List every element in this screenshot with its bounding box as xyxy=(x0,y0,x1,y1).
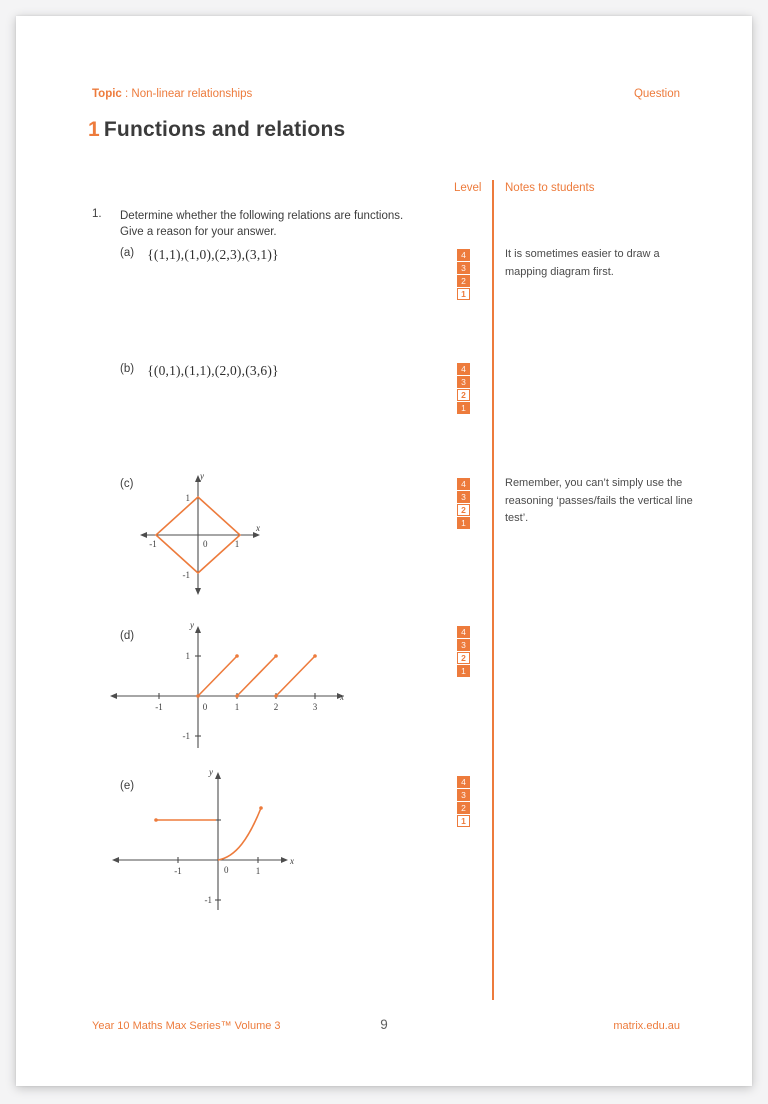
footer-website: matrix.edu.au xyxy=(613,1020,680,1032)
level-badge-1: 1 xyxy=(457,665,470,677)
level-badge-4: 4 xyxy=(457,363,470,375)
level-badge-4: 4 xyxy=(457,626,470,638)
level-badge-3: 3 xyxy=(457,639,470,651)
graph-d-sawtooth xyxy=(108,616,348,761)
level-badge-4: 4 xyxy=(457,249,470,261)
graph-e-ray-curve xyxy=(110,766,310,918)
x-tick-neg1: -1 xyxy=(149,539,157,549)
y-axis-label: y xyxy=(190,620,194,630)
x-tick-neg1: -1 xyxy=(155,702,163,712)
part-b-row xyxy=(120,363,279,379)
column-header-level: Level xyxy=(454,182,482,194)
segment-3 xyxy=(276,656,315,696)
level-badge-2-active: 2 xyxy=(457,389,470,401)
question-number: 1. xyxy=(92,208,102,220)
origin-label: 0 xyxy=(202,702,208,712)
part-d-label: (d) xyxy=(120,630,135,642)
y-tick-neg1: -1 xyxy=(204,895,212,905)
level-badge-1-active: 1 xyxy=(457,288,470,300)
part-d-level-indicator xyxy=(457,626,471,678)
y-tick-1: 1 xyxy=(185,493,190,503)
x-tick-3: 3 xyxy=(312,702,318,712)
part-a-level-indicator xyxy=(457,249,471,301)
chapter-number: 1 xyxy=(88,118,100,141)
question-text xyxy=(120,208,440,240)
endpoint-dot xyxy=(274,654,278,658)
y-axis-top-arrow xyxy=(215,772,221,779)
level-badge-2-active: 2 xyxy=(457,504,470,516)
part-a-set: {(1,1),(1,0),(2,3),(3,1)} xyxy=(147,247,279,262)
endpoint-dot xyxy=(235,654,239,658)
y-axis-label: y xyxy=(200,471,204,481)
endpoint-dot xyxy=(235,694,239,698)
topic-label: Topic xyxy=(92,88,122,100)
footer-series-title: Year 10 Maths Max Series™ Volume 3 xyxy=(92,1020,281,1032)
part-a-row xyxy=(120,247,279,263)
y-tick-neg1: -1 xyxy=(182,570,190,580)
part-a-note: It is sometimes easier to draw a mapping diagram first. xyxy=(505,248,660,278)
x-tick-2: 2 xyxy=(273,702,279,712)
y-axis-label: y xyxy=(209,767,213,777)
endpoint-dot xyxy=(274,694,278,698)
endpoint-dot xyxy=(313,654,317,658)
level-badge-3: 3 xyxy=(457,262,470,274)
page-title xyxy=(88,118,345,142)
part-e-label: (e) xyxy=(120,780,135,792)
x-axis-right-arrow xyxy=(281,857,288,863)
endpoint-dot xyxy=(154,818,158,822)
level-badge-3: 3 xyxy=(457,376,470,388)
level-badge-4: 4 xyxy=(457,776,470,788)
level-badge-2: 2 xyxy=(457,802,470,814)
origin-label: 0 xyxy=(224,865,229,875)
x-tick-1: 1 xyxy=(234,539,240,549)
endpoint-dot xyxy=(259,806,263,810)
y-axis-top-arrow xyxy=(195,626,201,633)
x-axis-left-arrow xyxy=(110,693,117,699)
topic-value: : Non-linear relationships xyxy=(125,88,253,100)
x-tick-1: 1 xyxy=(234,702,240,712)
part-a-label: (a) xyxy=(120,247,135,259)
y-tick-1: 1 xyxy=(185,651,190,661)
increasing-curve xyxy=(218,808,261,860)
column-header-notes: Notes to students xyxy=(505,182,595,194)
question-line-1: Determine whether the following relations are functions. xyxy=(120,210,404,222)
x-axis-label: x xyxy=(256,523,260,533)
segment-2 xyxy=(237,656,276,696)
x-axis-left-arrow xyxy=(140,532,147,538)
part-c-label: (c) xyxy=(120,478,134,490)
x-axis-label: x xyxy=(290,856,294,866)
level-badge-1-active: 1 xyxy=(457,815,470,827)
x-tick-1: 1 xyxy=(255,866,261,876)
endpoint-dot xyxy=(196,694,200,698)
origin-label: 0 xyxy=(203,539,208,549)
worksheet-page xyxy=(16,16,752,1086)
question-line-2: Give a reason for your answer. xyxy=(120,226,277,238)
chapter-title: Functions and relations xyxy=(103,118,346,141)
level-badge-1: 1 xyxy=(457,402,470,414)
x-axis-label: x xyxy=(340,692,344,702)
question-corner-label: Question xyxy=(633,88,680,100)
level-badge-1: 1 xyxy=(457,517,470,529)
page-number: 9 xyxy=(380,1017,388,1032)
part-b-level-indicator xyxy=(457,363,471,415)
x-axis-left-arrow xyxy=(112,857,119,863)
level-badge-4: 4 xyxy=(457,478,470,490)
level-badge-3: 3 xyxy=(457,491,470,503)
x-tick-neg1: -1 xyxy=(174,866,182,876)
segment-1 xyxy=(198,656,237,696)
level-badge-3: 3 xyxy=(457,789,470,801)
part-c-level-indicator xyxy=(457,478,471,530)
graph-c-diamond xyxy=(136,469,264,601)
part-c-note: Remember, you can’t simply use the reasoning ‘passes/fails the vertical line test’. xyxy=(505,477,693,524)
y-tick-neg1: -1 xyxy=(182,731,190,741)
part-e-level-indicator xyxy=(457,776,471,828)
part-b-label: (b) xyxy=(120,363,135,375)
level-badge-2-active: 2 xyxy=(457,652,470,664)
part-b-set: {(0,1),(1,1),(2,0),(3,6)} xyxy=(147,363,279,378)
notes-divider-line xyxy=(492,180,494,1000)
topic-breadcrumb xyxy=(92,88,252,100)
y-axis-bottom-arrow xyxy=(195,588,201,595)
level-badge-2: 2 xyxy=(457,275,470,287)
